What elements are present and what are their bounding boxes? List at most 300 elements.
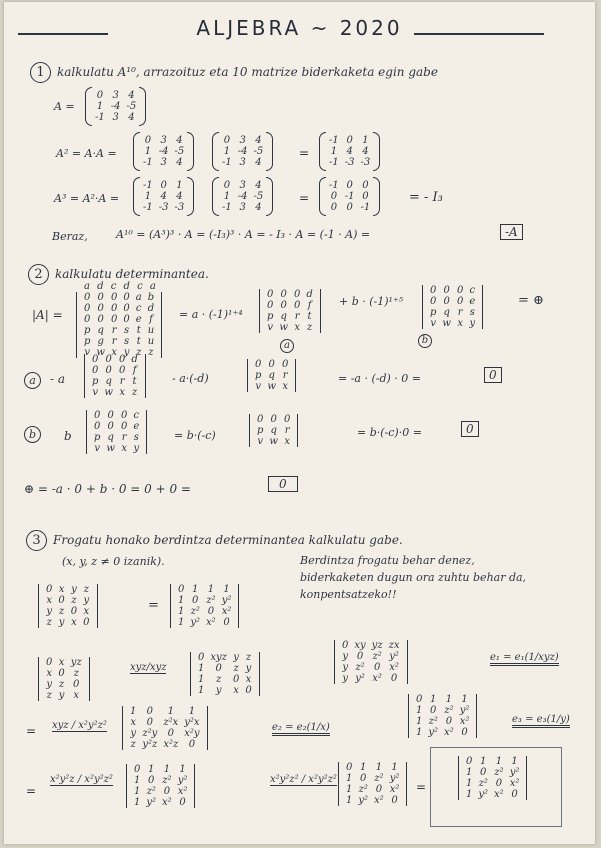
ex1-A2-right-cell: 4	[255, 157, 262, 168]
ex3-eq-1: =	[148, 598, 159, 613]
ex3-l2c-cell: 0	[390, 673, 398, 684]
ex3-final-cell: y²	[478, 789, 489, 800]
ex2-M6-cell: 0	[97, 303, 104, 314]
ex2-row-a-M-cell: 0	[118, 354, 126, 365]
ex3-final-cell: 1	[466, 789, 473, 800]
ex2-M6-cell: 0	[110, 314, 118, 325]
ex2-minor-b-cell: y	[469, 318, 476, 329]
ex2-M6-cell: 0	[123, 314, 130, 325]
ex3-final-cell: 1	[511, 756, 518, 767]
ex2-M6-cell: r	[111, 325, 117, 336]
ex3-final-cell: 0	[511, 789, 518, 800]
ex2-tag-b: b	[418, 334, 432, 348]
ex3-l4b-cell: 1	[391, 762, 398, 773]
ex3-note: Berdintza frogatu behar denez, biderkaketen dugun ora zuhtu behar da, konpentsatzeko!!	[300, 554, 527, 601]
ex3-final-cell: x²	[494, 789, 504, 800]
ex1-A2-result-cell: 0	[346, 135, 353, 146]
ex2-matrix-6x6	[76, 292, 162, 358]
ex3-l2c-cell: 0	[373, 662, 381, 673]
ex2-row-b-M-cell: s	[133, 432, 139, 443]
ex3-l4b-cell: z²	[358, 784, 368, 795]
ex2-statement-text: kalkulatu determinantea.	[55, 267, 209, 281]
ex1-A-cell: -1	[95, 112, 105, 123]
ex3-l2b-cell: z	[245, 652, 252, 663]
ex2-row-b-M-cell: 0	[94, 410, 101, 421]
ex2-row-b-mid: = b·(-c)	[174, 429, 216, 442]
ex2-row-a-M-cell: 0	[118, 365, 126, 376]
ex2-minor-a-cell: f	[307, 300, 312, 311]
ex3-e1-note: e₁ = e₁(1/xyz)	[490, 652, 559, 666]
ex2-row-b-M-cell: v	[94, 443, 101, 454]
ex2-row-a-M-cell: q	[105, 376, 112, 387]
ex3-l3b-cell: z²	[428, 716, 438, 727]
ex2-M6-cell: g	[97, 336, 104, 347]
ex2-row-a-M-cell: r	[119, 376, 125, 387]
ex2-minor-b-cell: 0	[443, 285, 450, 296]
ex2-row-a-M2-cell: v	[255, 381, 262, 392]
ex3-l3a-cell: z	[130, 739, 136, 750]
ex3-l2a-cell: x	[58, 657, 65, 668]
ex2-minor-b	[422, 285, 483, 329]
ex3-right-det	[170, 584, 239, 628]
ex1-A2-left-cell: 4	[176, 157, 183, 168]
ex1-A3-left-cell: -1	[143, 180, 153, 191]
ex3-L-cell: y	[71, 584, 77, 595]
ex2-minor-b-cell: p	[430, 307, 437, 318]
ex3-l4a-cell: 0	[163, 786, 171, 797]
ex2-row-a-M-cell: 0	[92, 354, 99, 365]
ex1-A3-result-cell: -1	[329, 180, 339, 191]
ex2-row-a-M-cell: t	[132, 376, 137, 387]
ex3-L-cell: z	[71, 595, 77, 606]
ex3-line2-det2	[190, 652, 260, 696]
ex2-row-b-tag: b	[24, 426, 41, 443]
ex1-A3-left-cell: 1	[144, 191, 152, 202]
ex3-e2-note: e₂ = e₂(1/x)	[272, 722, 330, 736]
ex3-L-cell: 0	[46, 584, 53, 595]
ex2-row-a-M-cell: p	[92, 376, 99, 387]
ex1-A2-result-cell: -3	[344, 157, 355, 168]
ex2-minor-a-cell: 0	[293, 289, 301, 300]
ex2-row-a-M2-cell: w	[267, 381, 276, 392]
ex3-l3b-cell: 0	[461, 727, 468, 738]
ex3-final-cell: 0	[495, 778, 503, 789]
ex2-row-a-M2-cell: 0	[255, 359, 262, 370]
ex2-row-b-M2-cell: v	[257, 436, 264, 447]
ex3-l2a-cell: x	[46, 668, 52, 679]
ex1-A2-left-cell: 3	[160, 135, 167, 146]
ex3-final-cell: 1	[466, 778, 473, 789]
ex2-M6-cell: t	[136, 336, 141, 347]
ex2-M6-cell: w	[96, 347, 105, 358]
ex2-row-a-post: = -a · (-d) · 0 =	[338, 372, 422, 385]
ex3-line2-det1	[38, 657, 90, 701]
ex3-l2b-cell: x	[245, 674, 252, 685]
ex2-row-a-result: 0	[484, 367, 502, 383]
ex2-tag-a: a	[280, 339, 294, 353]
ex2-minor-b-cell: e	[469, 296, 476, 307]
ex2-M6-cell: 0	[97, 314, 104, 325]
ex3-l2c-cell: y	[342, 673, 349, 684]
ex2-row-a-M-cell: d	[131, 354, 138, 365]
ex2-minor-b-cell: w	[442, 318, 451, 329]
ex1-A3-right-cell: -4	[237, 191, 248, 202]
ex3-l2a-cell: z	[73, 668, 79, 679]
ex2-row-a-tag: a	[24, 372, 41, 389]
ex3-l2b-cell: 0	[245, 685, 252, 696]
ex3-l4b-cell: x²	[374, 795, 384, 806]
ex2-minor-b-cell: 0	[456, 296, 464, 307]
ex1-A3-result-cell: 0	[362, 191, 369, 202]
ex2-minor-b-cell: v	[430, 318, 437, 329]
ex1-A3-right-cell: 1	[223, 191, 231, 202]
ex3-l2a-cell: yz	[70, 657, 82, 668]
ex3-l2b-cell: z	[216, 674, 222, 685]
ex2-minor-b-cell: c	[469, 285, 476, 296]
ex2-row-b-M-cell: x	[121, 443, 127, 454]
ex1-A-label: A =	[54, 100, 75, 113]
ex2-row-a-M2-cell: r	[282, 370, 288, 381]
ex1-A2-result-cell: 4	[362, 146, 369, 157]
ex1-A3-label: A³ = A²·A =	[54, 192, 120, 205]
ex3-eq-2: =	[26, 724, 37, 738]
ex3-l4b-cell: x²	[389, 784, 400, 795]
ex1-A3-left-cell: 0	[160, 180, 167, 191]
ex3-l2a-cell: z	[58, 679, 65, 690]
ex2-row-a-M-cell: 0	[105, 365, 112, 376]
ex3-R-cell: z²	[190, 606, 200, 617]
ex2-row-a-minor	[247, 359, 296, 392]
ex2-row-b-M2-cell: 0	[270, 414, 277, 425]
ex2-minor-a-cell: 0	[267, 289, 274, 300]
ex2-row-a-mid: - a·(-d)	[172, 372, 209, 385]
ex1-A2-left-cell: -1	[143, 157, 153, 168]
ex3-l3a-cell: x²z	[163, 739, 179, 750]
ex3-l3b-cell: 1	[461, 694, 468, 705]
notebook-page	[4, 2, 595, 844]
ex3-l4b-cell: 0	[391, 795, 398, 806]
ex3-l2c-cell: zx	[388, 640, 400, 651]
ex3-l4a-cell: 1	[163, 764, 171, 775]
ex3-l2b-cell: y	[215, 685, 222, 696]
ex2-M6-cell: 0	[123, 303, 130, 314]
ex2-minor-b-cell: 0	[443, 296, 450, 307]
ex3-l2b-cell: y	[233, 652, 239, 663]
ex1-A2-left-cell: 4	[176, 135, 183, 146]
ex1-A3-right-cell: 3	[239, 202, 246, 213]
ex3-l2a-cell: y	[46, 679, 53, 690]
ex3-line4-det1	[126, 764, 195, 808]
ex1-A3-left-cell: -1	[143, 202, 153, 213]
ex2-minor-a	[259, 289, 321, 333]
ex1-A-cell: 4	[128, 112, 135, 123]
ex2-row-b-M2-cell: x	[284, 436, 290, 447]
ex3-R-cell: z²	[206, 595, 216, 606]
ex3-l2c-cell: y	[342, 662, 349, 673]
ex3-l3b-cell: 1	[416, 727, 423, 738]
ex3-R-cell: 1	[178, 617, 185, 628]
ex3-l4a-cell: 1	[134, 797, 141, 808]
ex3-l3a-cell: y²x	[184, 717, 200, 728]
ex3-R-cell: 0	[207, 606, 215, 617]
ex2-row-b-matrix	[86, 410, 147, 454]
ex3-final-det	[458, 756, 527, 800]
ex1-A2-right-cell: 1	[223, 146, 231, 157]
ex1-A-cell: 3	[112, 112, 119, 123]
ex3-l2c-cell: y	[342, 651, 349, 662]
ex1-A2-result-cell: -3	[360, 157, 371, 168]
ex3-final-cell: 1	[495, 756, 503, 767]
ex3-l3b-cell: z²	[444, 705, 454, 716]
ex3-l2c-cell: y²	[355, 673, 365, 684]
ex3-l4a-cell: z²	[146, 786, 156, 797]
ex3-l4a-cell: 0	[148, 775, 155, 786]
ex3-line4-frac2: x²y²z² / x²y²z²	[270, 774, 337, 785]
ex2-M6-cell: y	[123, 347, 130, 358]
ex3-l4a-cell: y²	[146, 797, 157, 808]
ex3-l3a-cell: x²y	[184, 728, 200, 739]
ex3-l3a-cell: 0	[188, 739, 196, 750]
ex3-R-cell: 0	[192, 595, 199, 606]
ex1-beraz: Beraz,	[52, 230, 88, 243]
ex2-minor-b-cell: r	[457, 307, 463, 318]
ex2-M6-cell: x	[111, 347, 117, 358]
ex2-M6-cell: p	[84, 336, 91, 347]
ex3-l4b-cell: z²	[374, 773, 384, 784]
ex2-minor-a-cell: p	[267, 311, 274, 322]
ex3-L-cell: 0	[58, 595, 65, 606]
ex3-l2c-cell: xy	[354, 640, 366, 651]
ex3-l3b-cell: 1	[416, 716, 423, 727]
ex1-A2-right-cell: -4	[237, 146, 248, 157]
ex2-M6-cell: v	[84, 347, 91, 358]
ex3-l2c-cell: x²	[389, 662, 399, 673]
ex3-l3b-cell: x²	[444, 727, 454, 738]
ex3-R-cell: y²	[221, 595, 232, 606]
ex2-row-b-M2-cell: p	[257, 425, 264, 436]
ex2-term1: = a · (-1)¹⁺⁴	[179, 308, 243, 321]
ex3-l2a-cell: x	[73, 690, 80, 701]
ex3-l4a-cell: 0	[179, 797, 186, 808]
ex2-row-b-M-cell: p	[94, 432, 101, 443]
ex3-l2a-cell: 0	[58, 668, 65, 679]
ex3-eq-3: =	[26, 784, 37, 798]
ex3-l2c-cell: 0	[356, 651, 364, 662]
ex2-M6-cell: 0	[110, 292, 118, 303]
ex1-A3-right-cell: -1	[222, 202, 232, 213]
ex3-l4a-cell: 1	[134, 775, 141, 786]
ex3-l3a-cell: z²x	[163, 717, 179, 728]
ex1-A2-right-cell: -5	[253, 146, 264, 157]
ex3-L-cell: y	[83, 595, 90, 606]
ex3-R-cell: 1	[207, 584, 215, 595]
ex3-L-cell: 0	[83, 617, 90, 628]
ex1-A3-eq: =	[299, 191, 310, 205]
ex2-row-b-M-cell: 0	[107, 421, 114, 432]
ex2-row-b-M-cell: c	[133, 410, 140, 421]
ex3-l2c-cell: y²	[389, 651, 399, 662]
ex1-A3-left-cell: -3	[174, 202, 185, 213]
ex2-row-a-pre: - a	[50, 372, 66, 386]
ex2-M6-cell: q	[97, 325, 104, 336]
ex1-A2-right	[219, 135, 266, 168]
ex2-row-b-M-cell: y	[133, 443, 140, 454]
ex3-l3a-cell: x	[130, 717, 136, 728]
ex2-number: 2	[28, 264, 49, 285]
ex3-l4b-cell: 0	[375, 784, 383, 795]
ex1-final-answer: -A	[500, 224, 523, 240]
ex2-row-a-M2-cell: p	[255, 370, 262, 381]
ex3-l2a-cell: y	[58, 690, 65, 701]
ex3-l3b-cell: y²	[428, 727, 439, 738]
ex3-L-cell: z	[83, 584, 89, 595]
ex2-row-a-M-cell: f	[132, 365, 137, 376]
ex2-M6-cell: p	[84, 325, 91, 336]
ex3-l4b-cell: 1	[346, 784, 353, 795]
ex1-matrix-A	[92, 90, 139, 123]
ex2-minor-a-cell: r	[294, 311, 300, 322]
ex2-top-cols: a d c d c a	[84, 281, 158, 292]
ex3-final-cell: y²	[509, 767, 520, 778]
ex1-A2-left	[140, 135, 187, 168]
ex1-A3-left-cell: -3	[158, 202, 169, 213]
ex3-l4a-cell: 1	[148, 764, 155, 775]
ex2-row-a-M-cell: z	[131, 387, 138, 398]
ex2-row-a-M2-cell: q	[268, 370, 275, 381]
ex1-A-cell: 3	[112, 90, 119, 101]
ex3-l4b-cell: 1	[360, 762, 367, 773]
ex2-M6-cell: s	[123, 325, 130, 336]
ex1-A3-left-cell: 4	[160, 191, 167, 202]
ex2-minor-b-cell: s	[469, 307, 475, 318]
ex1-A2-result-cell: -1	[329, 135, 339, 146]
ex1-number: 1	[30, 62, 51, 83]
ex1-A-cell: 0	[96, 90, 104, 101]
ex3-e3-note: e₃ = e₃(1/y)	[512, 714, 570, 728]
ex3-l4a-cell: x²	[162, 797, 172, 808]
ex3-statement	[26, 530, 403, 551]
ex2-row-a-M-cell: 0	[105, 354, 112, 365]
ex2-row-b-M2-cell: r	[284, 425, 290, 436]
ex3-l2b-cell: 0	[198, 652, 205, 663]
ex1-A2-left-cell: 3	[160, 157, 167, 168]
ex1-A2-right-cell: 3	[239, 135, 246, 146]
ex2-M6-cell: r	[111, 336, 117, 347]
ex3-l3a-cell: z²y	[142, 728, 158, 739]
ex2-final-result: 0	[268, 476, 298, 492]
ex3-R-cell: 1	[178, 595, 185, 606]
ex1-A3-right-cell: 0	[223, 180, 231, 191]
ex3-R-cell: 0	[223, 617, 230, 628]
ex3-l2b-cell: 1	[198, 674, 205, 685]
ex3-final-cell: z²	[494, 767, 504, 778]
ex2-row-b-M-cell: e	[133, 421, 140, 432]
ex3-L-cell: 0	[70, 606, 78, 617]
ex1-A3-right	[219, 180, 266, 213]
ex3-l4b-cell: y²	[358, 795, 369, 806]
ex3-R-cell: y²	[190, 617, 201, 628]
ex3-l4a-cell: 1	[134, 786, 141, 797]
ex1-A3-left-cell: 4	[176, 191, 183, 202]
ex2-M6-cell: c	[135, 303, 142, 314]
ex2-M6-cell: t	[136, 325, 141, 336]
ex3-L-cell: x	[58, 584, 65, 595]
ex2-M6-cell: u	[147, 325, 155, 336]
ex1-A3-result	[326, 180, 373, 213]
ex2-M6-cell: s	[123, 336, 130, 347]
ex3-l3b-cell: 1	[416, 705, 423, 716]
ex1-A3-tail: = - I₃	[409, 190, 443, 205]
ex2-minor-b-cell: q	[443, 307, 450, 318]
ex3-R-cell: x²	[206, 617, 216, 628]
ex1-A3-result-cell: -1	[360, 202, 371, 213]
ex2-term2: + b · (-1)¹⁺⁵	[339, 295, 404, 308]
page-title: ALJEBRA ~ 2020	[196, 16, 403, 40]
ex1-A2-result	[326, 135, 373, 168]
ex3-L-cell: x	[71, 617, 77, 628]
ex2-row-b-M-cell: r	[121, 432, 127, 443]
ex1-A2-result-cell: -1	[329, 157, 339, 168]
ex3-l2c-cell: z²	[372, 651, 382, 662]
ex2-M6-cell: f	[149, 314, 153, 325]
ex3-l4a-cell: y²	[177, 775, 188, 786]
ex3-l2b-cell: 1	[198, 685, 205, 696]
ex3-l4a-cell: 1	[179, 764, 186, 775]
ex3-l3a-cell: 1	[188, 706, 196, 717]
ex3-eq-4: =	[416, 780, 427, 794]
ex3-L-cell: y	[58, 617, 65, 628]
ex3-l2b-cell: y	[245, 663, 252, 674]
ex1-A2-right-cell: 3	[239, 157, 246, 168]
ex2-minor-a-cell: 0	[280, 300, 287, 311]
ex3-l2c-cell: x²	[372, 673, 382, 684]
ex2-row-b-pre: b	[64, 429, 72, 443]
ex3-l3b-cell: x²	[459, 716, 470, 727]
ex2-row-b-M2-cell: w	[269, 436, 278, 447]
ex2-M6-cell: 0	[97, 292, 104, 303]
ex3-l4a-cell: z²	[162, 775, 172, 786]
ex3-l3a-cell: 0	[167, 728, 174, 739]
ex3-l3b-cell: 1	[445, 694, 453, 705]
ex2-minor-a-cell: z	[306, 322, 313, 333]
ex2-M6-cell: a	[135, 292, 142, 303]
ex3-final-cell: x²	[509, 778, 520, 789]
ex2-minor-a-cell: v	[267, 322, 274, 333]
ex2-M6-cell: e	[135, 314, 142, 325]
ex3-final-cell: 0	[466, 756, 473, 767]
ex2-M6-cell: 0	[84, 303, 91, 314]
ex3-l2c-cell: 0	[342, 640, 349, 651]
ex1-A2-left-cell: -5	[174, 146, 185, 157]
ex3-l2a-cell: 0	[73, 679, 80, 690]
ex3-L-cell: z	[58, 606, 65, 617]
ex2-M6-cell: 0	[123, 292, 130, 303]
ex2-row-a-matrix	[84, 354, 146, 398]
ex2-row-a-M-cell: 0	[92, 365, 99, 376]
ex3-line3-det2	[408, 694, 477, 738]
ex1-A3-result-cell: 0	[346, 180, 353, 191]
ex3-R-cell: 0	[178, 584, 185, 595]
ex3-line4-frac: x²y²z / x²y²z²	[50, 774, 113, 785]
ex3-l4b-cell: 1	[375, 762, 383, 773]
ex1-A3-result-cell: 0	[346, 202, 353, 213]
ex2-minor-a-cell: 0	[293, 300, 301, 311]
ex1-A3-result-cell: 0	[330, 202, 338, 213]
ex2-row-a-M-cell: v	[92, 387, 99, 398]
ex1-A-cell: -4	[110, 101, 121, 112]
ex2-row-b-M-cell: 0	[120, 410, 128, 421]
ex2-M6-cell: u	[147, 336, 155, 347]
